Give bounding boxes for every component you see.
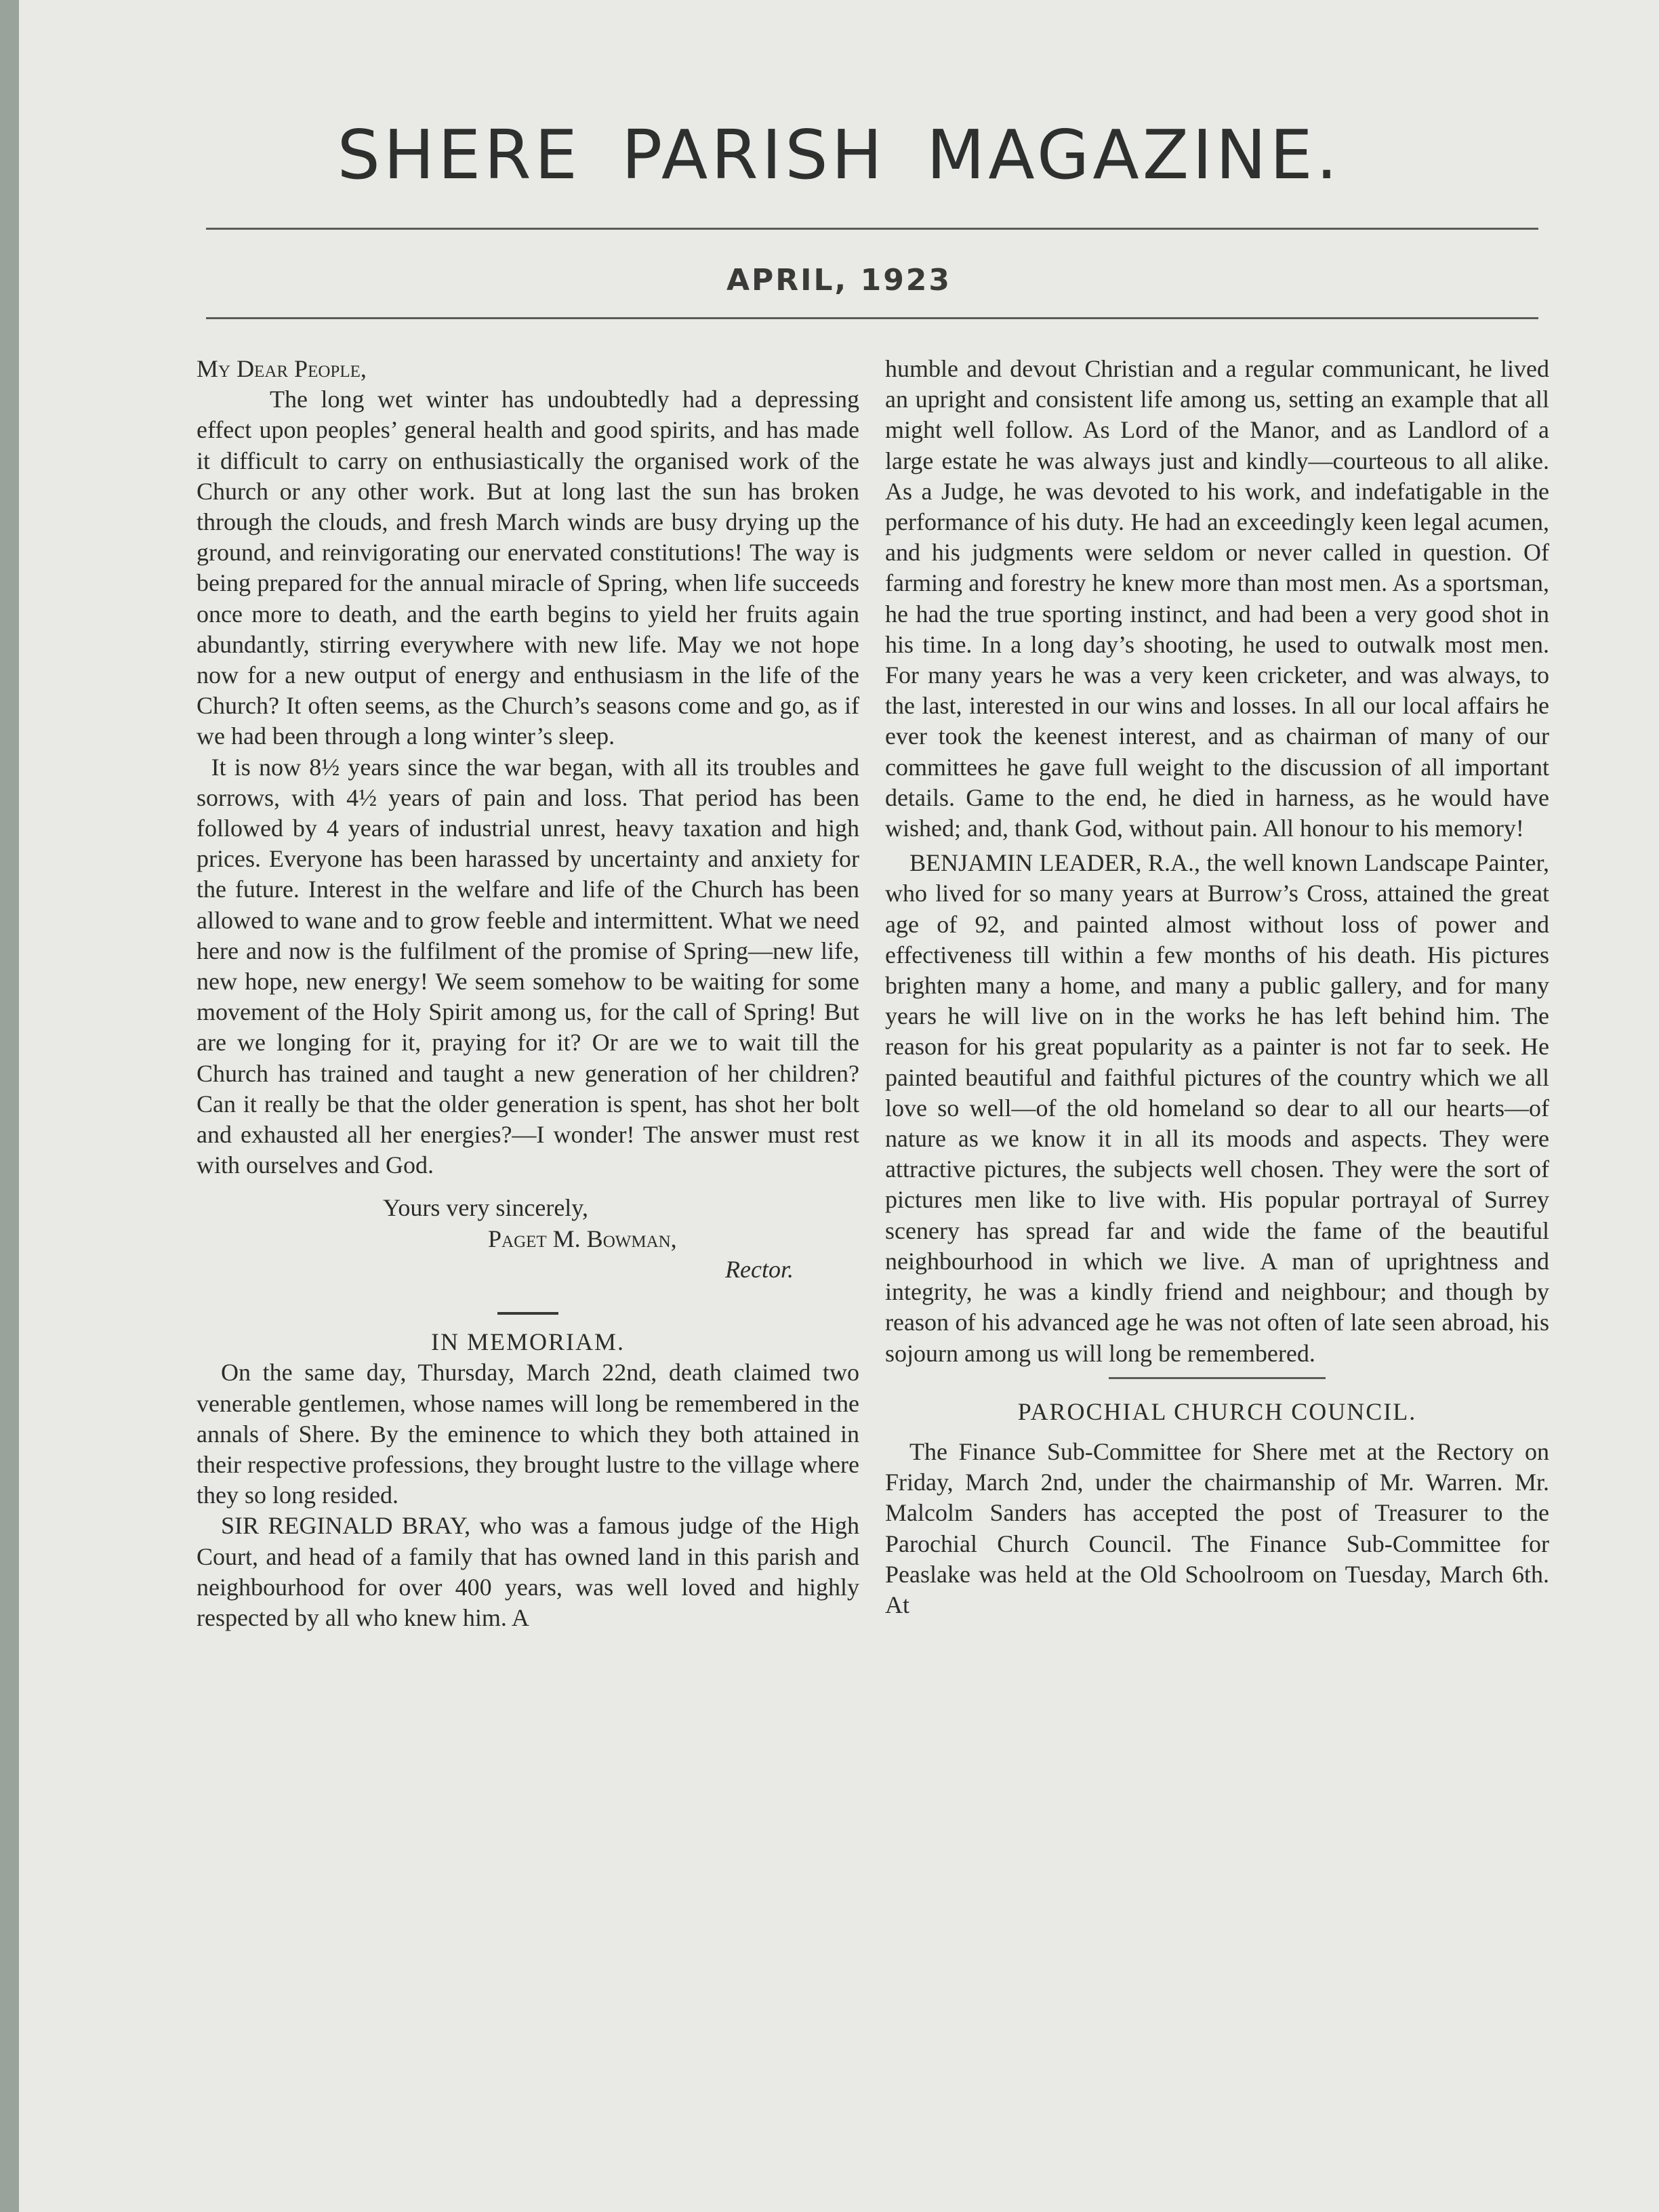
masthead-word: SHERE [337, 115, 581, 194]
memoriam-paragraph: On the same day, Thursday, March 22nd, death claimed two venerable gentlemen, whose names will long be remembered in the annals of Shere. By the eminence to which they both attained in their respective professions, they brought lustre to the village where they so long resided. [197, 1359, 859, 1509]
letter-closing: Yours very sincerely, [383, 1194, 588, 1222]
section-divider [497, 1312, 558, 1315]
rule-top [206, 228, 1538, 230]
page-edge [0, 0, 19, 2212]
letter-salutation: My Dear People, [197, 355, 367, 382]
memoriam-paragraph: BENJAMIN LEADER, R.A., the well known Landscape Painter, who lived for so many years at Burrow’s Cross, attained the great age of 92, and painted almost without loss of power and effectiveness till within a few months of his death. His pictures brighten many a home, and many a public gallery, and for many years he will live on in the works he has left behind him. The reason for his great popularity as a painter is not far to seek. He painted beautiful and faithful pictures of the country which we all love so well—of the old homeland so dear to all our hearts—of nature as we know it in all its moods and aspects. They were attractive pictures, the subjects well chosen. They were the sort of pictures men like to live with. His popular portrayal of Surrey scenery has spread far and wide the fame of the beautiful neighbourhood in which we live. A man of uprightness and integrity, he was a kindly friend and neighbour; and though by reason of his advanced age he was not often of late seen abroad, his sojourn among us will long be remembered. [885, 849, 1549, 1367]
section-divider [1109, 1377, 1326, 1379]
memoriam-heading: IN MEMORIAM. [430, 1328, 625, 1356]
rule-under-date [206, 317, 1538, 319]
masthead [19, 115, 1659, 194]
letter-paragraph: The long wet winter has undoubtedly had a depressing effect upon peoples’ general health and good spirits, and has made it difficult to carry on enthusiastically the organised work of the Church or any other work. But at long last the sun has broken through the clouds, and fresh March winds are busy drying up the ground, and reinvigorating our enervated constitutions! The way is being prepared for the annual miracle of Spring, when life succeeds once more to death, and the earth begins to yield her fruits again abundantly, stirring everywhere with new life. May we not hope now for a new output of energy and enthusiasm in the life of the Church? It often seems, as the Church’s seasons come and go, as if we had been through a long winter’s sleep. [197, 386, 859, 750]
council-heading: PAROCHIAL CHURCH COUNCIL. [1017, 1397, 1417, 1425]
masthead-word: PARISH [621, 115, 886, 194]
council-paragraph: The Finance Sub-Committee for Shere met at the Rectory on Friday, March 2nd, under the chairmanship of Mr. Warren. Mr. Malcolm Sanders has accepted the post of Treasurer to the Parochial Church Council. The Finance Sub-Committee for Peaslake was held at the Old Schoolroom on Tuesday, March 6th. At [885, 1437, 1549, 1618]
left-column [197, 354, 859, 1633]
memoriam-paragraph: SIR REGINALD BRAY, who was a famous judge of the High Court, and head of a family that has owned land in this parish and neighbourhood for over 400 years, was well loved and highly respected by all who knew him. A [197, 1512, 859, 1631]
letter-paragraph: It is now 8½ years since the war began, with all its troubles and sorrows, with 4½ years of pain and loss. That period has been followed by 4 years of industrial unrest, heavy taxation and high prices. Everyone has been harassed by uncertainty and anxiety for the future. Interest in the welfare and life of the Church has been allowed to wane and to grow feeble and intermittent. What we need here and now is the fulfilment of the promise of Spring—new life, new hope, new energy! We seem somehow to be waiting for some movement of the Holy Spirit among us, for the call of Spring! But are we longing for it, praying for it? Or are we to wait till the Church has trained and taught a new generation of her children? Can it really be that the older generation is spent, has shot her bolt and exhausted all her energies?—I wonder! The answer must rest with ourselves and God. [197, 753, 859, 1179]
issue-date: APRIL, 1923 [726, 263, 952, 298]
magazine-page [19, 0, 1659, 2212]
letter-signature: Paget M. Bowman, [488, 1225, 677, 1252]
letter-signoff [197, 1193, 859, 1285]
letter-title: Rector. [725, 1255, 794, 1283]
right-column [885, 354, 1549, 1620]
memoriam-paragraph: humble and devout Christian and a regular communicant, he lived an upright and consistent life among us, setting an example that all might well follow. As Lord of the Manor, and as Landlord of a large estate he was always just and kindly—courteous to all alike. As a Judge, he was devoted to his work, and indefatigable in the performance of his duty. He had an exceedingly keen legal acumen, and his judgments were seldom or never called in question. Of farming and forestry he knew more than most men. As a sportsman, he had the true sporting instinct, and had been a very good shot in his time. In a long day’s shooting, he used to outwalk most men. For many years he was a very keen cricketer, and was always, to the last, interested in our wins and losses. In all our local affairs he ever took the keenest interest, and as chairman of many of our committees he gave full weight to the discussion of all important details. Game to the end, he died in harness, as he would have wished; and, thank God, without pain. All honour to his memory! [885, 355, 1549, 842]
masthead-word: MAGAZINE. [926, 115, 1341, 194]
